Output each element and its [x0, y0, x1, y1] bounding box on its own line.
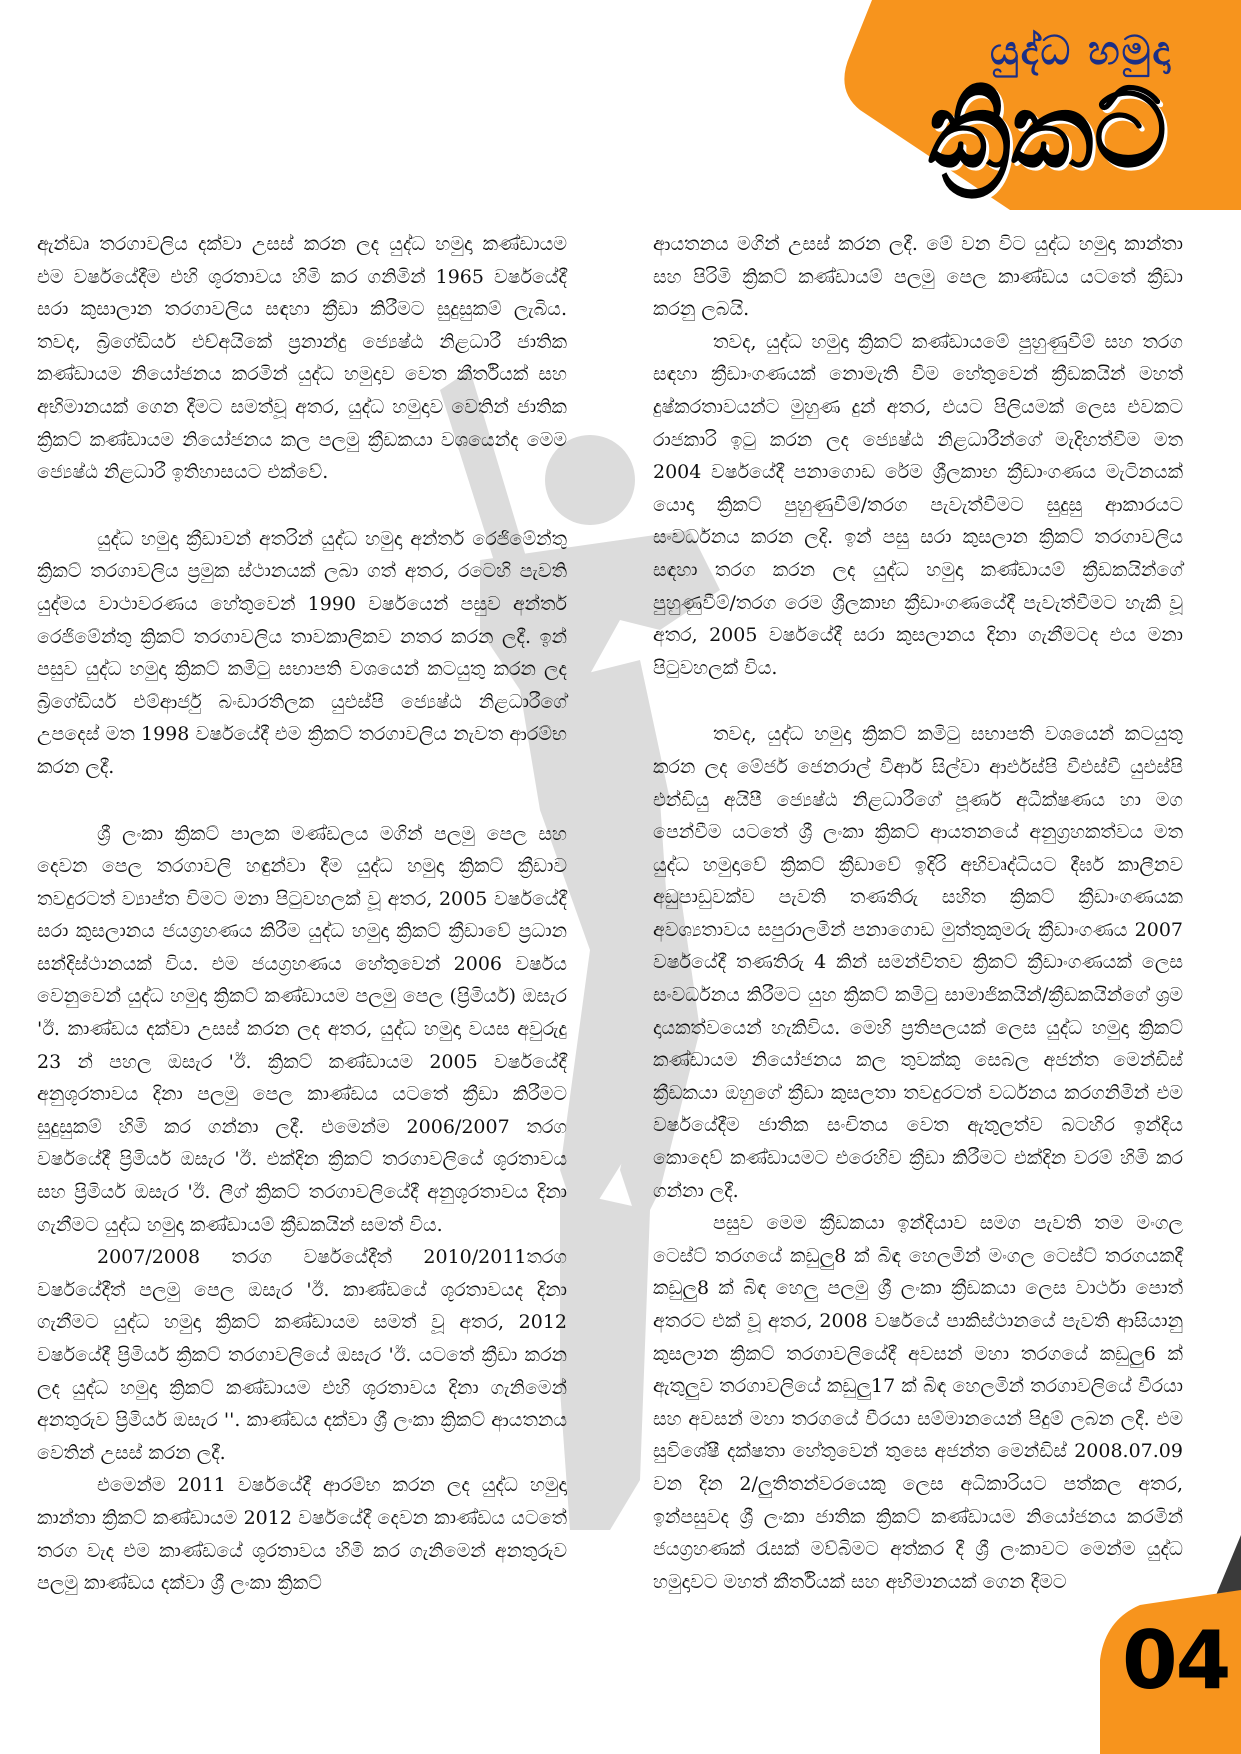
- left-paragraph-5: එමෙන්ම 2011 වර්ෂයේදී ආරම්භ කරන ලද යුද්ධ හමුදා කාන්තා ක්‍රිකට් කණ්ඩායම 2012 වර්ෂයේදී දෙවන කාණ්ඩය යටතේ තරග වැද එම කාණ්ඩයේ ශූරතාවය හිමි කර ගැනිමෙන් අනතුරුව පලමු කාණ්ඩය දක්වා ශ්‍රී ලංකා ක්‍රිකට්: [37, 1474, 567, 1595]
- left-paragraph-4: 2007/2008 තරග වර්ෂයේදීත් 2010/2011තරග වර්ෂයේදීත් පලමු පෙල ඔසැර 'ඊ. කාණ්ඩයේ ශූරතාවයද දිනා ගැනීමට යුද්ධ හමුදා ක්‍රිකට් කණ්ඩායම සමත් වූ අතර, 2012 වර්ෂයේදී ප්‍රිමියර් ක්‍රිකට් තරගාවලියේ ඔසැර 'ඊ. යටතේ ක්‍රීඩා කරන ලද යුද්ධ හමුදා ක්‍රිකට් කණ්ඩායම එහි ශූරතාවය දිනා ගැනිමෙන් අනතුරුව ප්‍රිමියර් ඔසැර ''. කාණ්ඩය දක්වා ශ්‍රී ලංකා ක්‍රිකට් ආයතනය වෙතින් උසස් කරන ලදී.: [37, 1246, 567, 1464]
- header-title: ක්‍රිකට්: [928, 72, 1167, 191]
- right-paragraph-4: පසුව මෙම ක්‍රීඩකයා ඉන්දියාව සමග පැවති තම මංගල ටෙස්ට් තරගයේ කඩුලු8 ක් බිඳ හෙලමින් මංගල ටෙස්ට් තරගයකදී කඩුලු8 ක් බිඳ හෙලු පලමු ශ්‍රී ලංකා ක්‍රීඩකයා ලෙස වාර්ථා පොත් අතරට එක් වූ අතර, 2008 වර්ෂයේ පාකිස්ථානයේ පැවති ආසියානු කුසලාන ක්‍රිකට් තරගාවලියේදී අවසන් මහා තරගයේ කඩුලු6 ක් ඇතුලුව තරගාවලියේ කඩුලු17 ක් බිඳ හෙලමින් තරගාවලියේ වීරයා සහ අවසන් මහා තරගයේ වීරයා සම්මානයෙන් පිදුම් ලබන ලදී. එම සුවිශේෂී දක්ෂතා හේතුවෙන් තුසෙ අජන්ත මෙන්ඩිස් 2008.07.09 වන දින 2/ලුතිතන්වරයෙකු ලෙස අධිකාරියට පත්කල අතර, ඉන්පසුවද ශ්‍රී ලංකා ජාතික ක්‍රිකට් කණ්ඩායම නියෝජනය කරමින් ජයග්‍රහණක් රැසක් මව්බිමට අත්කර දී ශ්‍රී ලංකාවට මෙන්ම යුද්ධ හමුදාවට මහත් කීර්තියක් සහ අභිමානයක් ගෙන දීමට: [653, 1212, 1183, 1593]
- left-paragraph-3: ශ්‍රී ලංකා ක්‍රිකට් පාලක මණ්ඩලය මගින් පලමු පෙල සහ දෙවන පෙල තරගාවලි හඳුන්වා දීම යුද්ධ හමුදා ක්‍රිකට් ක්‍රීඩාව තවදුරටත් ව්‍යාප්ත විමට මනා පිටුවහලක් වූ අතර, 2005 වර්ෂයේදී සරා කුසලානය ජයග්‍රහණය කිරීම යුද්ධ හමුදා ක්‍රිකට් ක්‍රීඩාවේ ප්‍රධාන සන්දිස්ථානයක් විය. එම ජයග්‍රහණය හේතුවෙන් 2006 වර්ෂය වෙනුවෙන් යුද්ධ හමුදා ක්‍රිකට් කණ්ඩායම පලමු පෙල (ප්‍රිමියර්) ඔසැර 'ඊ. කාණ්ඩය දක්වා උසස් කරන ලද අතර, යුද්ධ හමුදා වයස අවුරුදු 23 න් පහල ඔසැර 'ඊ. ක්‍රිකට් කණ්ඩායම 2005 වර්ෂයේදී අනුශූරතාවය දිනා පලමු පෙල කාණ්ඩය යටතේ ක්‍රීඩා කිරීමට සුදුසුකම් හිමි කර ගන්නා ලදී. එමෙන්ම 2006/2007 තරග වර්ෂයේදී ප්‍රිමියර් ඔසැර 'ඊ. එක්දින ක්‍රිකට් තරගාවලියේ ශූරතාවය සහ ප්‍රිමියර් ඔසැර 'ඊ. ලීග් ක්‍රිකට් තරගාවලියේදී අනුශූරතාවය දිනා ගැනීමට යුද්ධ හමුදා කණ්ඩායම් ක්‍රීඩකයින් සමත් විය.: [37, 822, 567, 1236]
- left-paragraph-1: ඇන්ඩෘ තරගාවලිය දක්වා උසස් කරන ලද යුද්ධ හමුදා කණ්ඩායම එම වර්ෂයේදීම එහි ශූරතාවය හිමි කර ගනිමින් 1965 වර්ෂයේදී සරා කුසාලාන තරගාවලිය සඳහා ක්‍රීඩා කිරීමට සුදුසුකම් ලැබිය. තවද, බ්‍රිගේඩියර් එච්අයිකේ ප්‍රනාන්දු ජ්‍යෙෂ්ඨ නිළධාරී ජාතික කණ්ඩායම නියෝජනය කරමින් යුද්ධ හමුදාව වෙත කීර්තියක් සහ අභිමානයක් ගෙන දීමට සමත්වූ අතර, යුද්ධ හමුදාව වෙතින් ජාතික ක්‍රිකට් කණ්ඩායම නියෝජනය කල පලමු ක්‍රීඩකයා වශයෙන්ද මෙම ජ්‍යෙෂ්ඨ නිළධාරී ඉතිහාසයට එක්වේ.: [37, 233, 567, 484]
- right-paragraph-3: තවද, යුද්ධ හමුදා ක්‍රිකට් කමිටු සභාපති වශයෙන් කටයුතු කරන ලද මේජර් ජෙනරාල් වීආර් සිල්වා ආර්එස්පි වීඑස්වී යුඑස්පි එන්ඩියු අයිපී ජ්‍යෙෂ්ඨ නිළධාරීගේ පූර්ණ අධීක්ෂණය හා මග පෙන්වීම යටතේ ශ්‍රී ලංකා ක්‍රිකට් ආයතනයේ අනුග්‍රහකත්වය මත යුද්ධ හමුදාවේ ක්‍රිකට් ක්‍රීඩාවේ ඉදිරි අභිවෘද්ධියට දීර්ඝ කාලීනව අඩුපාඩුවක්ව පැවති තණතිරු සහිත ක්‍රිකට් ක්‍රීඩාංගණයක අවශ්‍යතාවය සපුරාලමින් පනාගොඩ මුත්තුකුමරු ක්‍රීඩාංගණය 2007 වර්ෂයේදී තණතිරු 4 කින් සමන්විතව ක්‍රිකට් ක්‍රීඩාංගණයක් ලෙස සංවර්ධනය කිරීමට යුහ ක්‍රිකට් කමිටු සාමාජිකයින්/ක්‍රීඩකයින්ගේ ශ්‍රම දායකත්වයෙන් හැකිවිය. මෙහි ප්‍රතිපලයක් ලෙස යුද්ධ හමුදා ක්‍රිකට් කණ්ඩායම නියෝජනය කල තුවක්කු සෙබල අජන්ත මෙන්ඩිස් ක්‍රීඩකයා ඔහුගේ ක්‍රීඩා කුසලතා තවදුරටත් වර්ධනය කරගනිමින් එම වර්ෂයේදීම ජාතික සංචිතය වෙත ඇතුලත්ව බටහිර ඉන්දිය කොදෙව් කණ්ඩායමට එරෙහිව ක්‍රීඩා කිරීමට එක්දින වරම් හිමි කර ගන්නා ලදී.: [653, 723, 1183, 1202]
- right-paragraph-1: ආයතනය මගින් උසස් කරන ලදී. මේ වන විට යුද්ධ හමුදා කාන්තා සහ පිරිමි ක්‍රිකට් කණ්ඩායම් පලමු පෙල කාණ්ඩය යටතේ ක්‍රීඩා කරනු ලබයි.: [653, 233, 1183, 321]
- page-number: 04: [1122, 1614, 1230, 1707]
- header-subtitle: යුද්ධ හමුදා: [990, 28, 1173, 74]
- right-paragraph-2: තවද, යුද්ධ හමුදා ක්‍රිකට් කණ්ඩායමේ පුහුණුවීම් සහ තරග සඳහා ක්‍රීඩාංගණයක් නොමැති වීම හේතුවෙන් ක්‍රීඩකයින් මහත් දුෂ්කරතාවයන්ට මුහුණ දුන් අතර, එයට පිලියමක් ලෙස එවකට රාජකාරි ඉටු කරන ලද ජ්‍යෙෂ්ඨ නිළධාරීන්ගේ මැදිහත්වීම මත 2004 වර්ෂයේදී පනාගොඩ රේම ශ්‍රීලකාභ ක්‍රීඩාංගණය මැටිනයක් යොදා ක්‍රිකට් පුහුණුවීම්/තරග පැවැත්වීමට සුදුසු ආකාරයට සංවර්ධනය කරන ලදි. ඉන් පසු සරා කුසලාන ක්‍රිකට් තරගාවලිය සඳහා තරග කරන ලද යුද්ධ හමුදා කණ්ඩායම් ක්‍රීඩකයින්ගේ පුහුණුවීම්/තරග රෙම ශ්‍රීලකාභ ක්‍රීඩාංගණයේදී පැවැත්වීමට හැකි වූ අතර, 2005 වර්ෂයේදී සරා කුසලානය දිනා ගැනීමටද එය මනා පිටුවහලක් විය.: [653, 330, 1183, 679]
- left-paragraph-2: යුද්ධ හමුදා ක්‍රීඩාවන් අතරින් යුද්ධ හමුදා අන්තර් රෙජිමේන්තු ක්‍රිකට් තරගාවලිය ප්‍රමුක ස්ථානයක් ලබා ගත් අතර, රටෙහි පැවති යුද්මය වාථාවරණය හේතුවෙන් 1990 වර්ෂයෙන් පසුව අන්තර් රෙජිමේන්තු ක්‍රිකට් තරගාවලිය තාවකාලිකව නතර කරන ලදී. ඉන් පසුව යුද්ධ හමුදා ක්‍රිකට් කමිටු සභාපති වශයෙන් කටයුතු කරන ලද බ්‍රිගේඩියර් එම්ආර්ජු බංඩාරතිලක යුඑස්පි ජ්‍යෙෂ්ඨ නිළධාරීගේ උපදෙස් මත 1998 වර්ෂයේදී එම ක්‍රිකට් තරගාවලිය නැවත ආරම්භ කරන ලදී.: [37, 527, 567, 778]
